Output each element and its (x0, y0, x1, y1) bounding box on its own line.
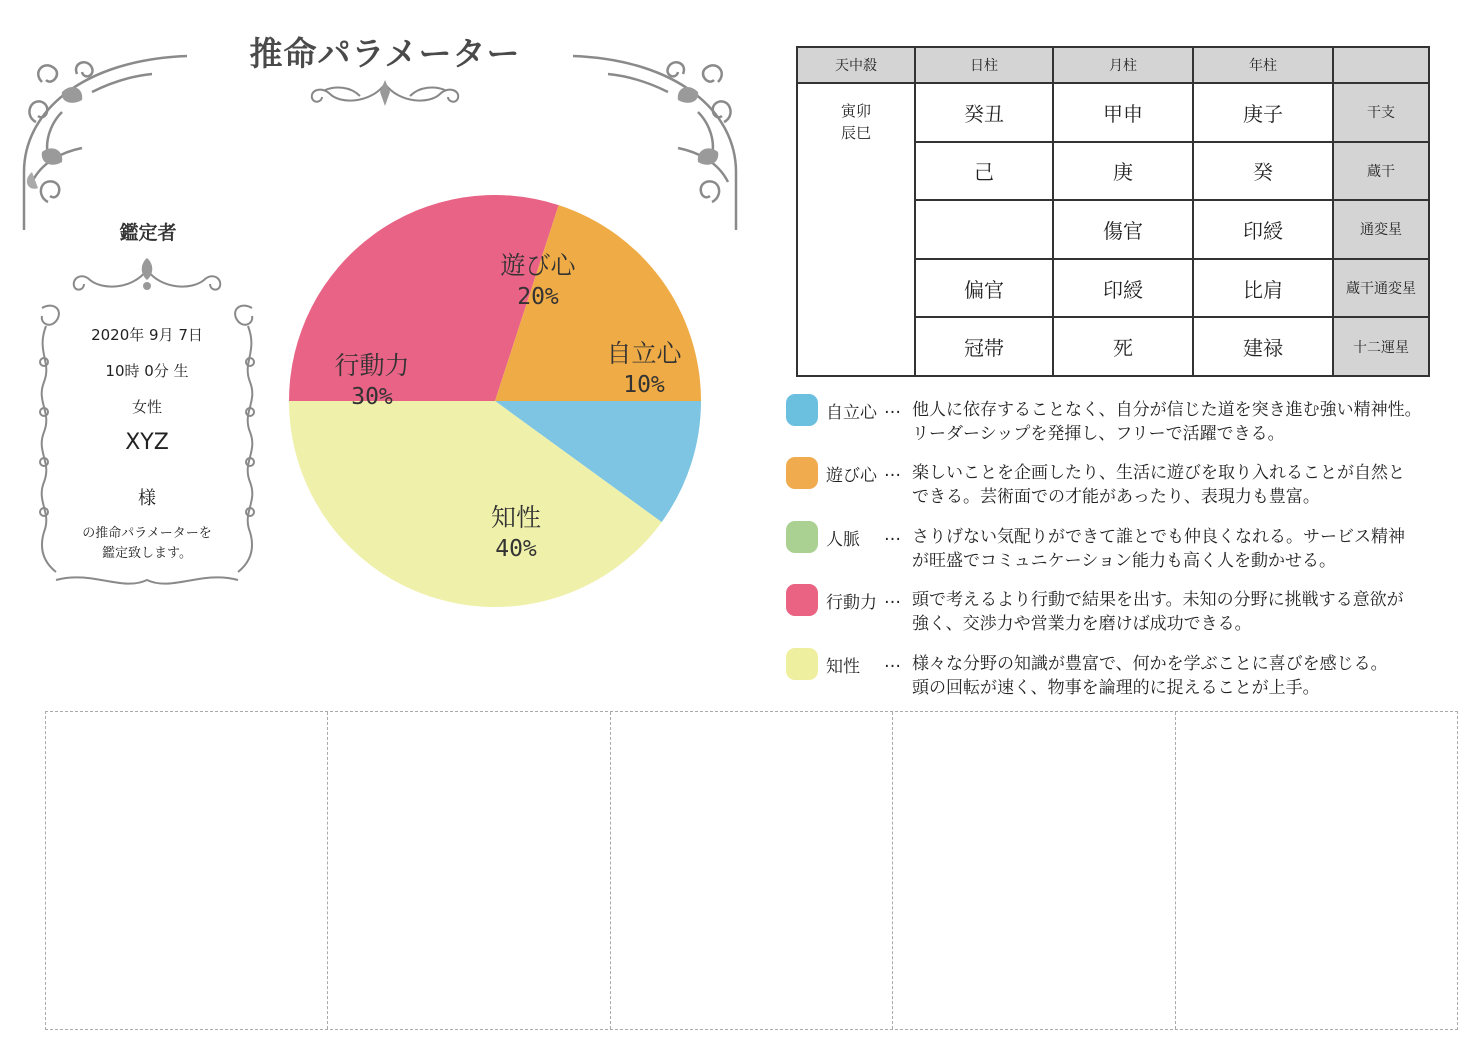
table-cell: 庚子 (1193, 83, 1333, 142)
table-cell: 冠帯 (915, 317, 1053, 376)
appraisal-note (62, 524, 232, 564)
row-label: 十二運星 (1333, 317, 1429, 376)
note-boxes (45, 711, 1458, 1030)
legend-description-line1: 楽しいことを企画したり、生活に遊びを取り入れることが自然と (912, 463, 1405, 483)
table-cell (915, 200, 1053, 259)
pie-slice-label: 遊び心 (500, 251, 576, 280)
header-tenchusatsu: 天中殺 (797, 47, 915, 83)
header-day-pillar: 日柱 (915, 47, 1053, 83)
pie-slice-percent: 30% (351, 384, 393, 410)
legend-dots: … (884, 525, 901, 545)
header-blank (1333, 47, 1429, 83)
table-cell: 印綬 (1053, 259, 1193, 318)
legend-description (912, 588, 1452, 636)
title-ornament (300, 76, 470, 110)
legend-description-line2: が旺盛でコミュニケーション能力も高く人を動かせる。 (912, 551, 1336, 571)
legend-description-line2: リーダーシップを発揮し、フリーで活躍できる。 (912, 424, 1285, 444)
legend-description-line1: 頭で考えるより行動で結果を出す。未知の分野に挑戦する意欲が (912, 590, 1404, 610)
legend-label: 遊び心 (826, 466, 877, 486)
legend-description-line2: 強く、交渉力や営業力を磨けば成功できる。 (912, 614, 1252, 634)
legend-dots: … (884, 652, 901, 672)
table-cell: 死 (1053, 317, 1193, 376)
legend-swatch (786, 584, 818, 616)
table-cell: 比肩 (1193, 259, 1333, 318)
pie-slice-label: 知性 (490, 503, 542, 532)
table-cell: 傷官 (1053, 200, 1193, 259)
honorific: 様 (138, 488, 156, 509)
gender: 女性 (131, 398, 162, 416)
legend-dots: … (884, 398, 901, 418)
client-name: XYZ (125, 430, 169, 455)
pie-slice-percent: 20% (517, 284, 559, 310)
legend-label: 人脈 (826, 530, 860, 550)
legend-swatch (786, 394, 818, 426)
header-month-pillar: 月柱 (1053, 47, 1193, 83)
legend-description-line1: 様々な分野の知識が豊富で、何かを学ぶことに喜びを感じる。 (912, 654, 1388, 674)
legend-dots: … (884, 588, 901, 608)
legend-dots: … (884, 461, 901, 481)
legend-description (912, 652, 1452, 700)
header-year-pillar: 年柱 (1193, 47, 1333, 83)
row-label: 蔵干通変星 (1333, 259, 1429, 318)
appraiser-label: 鑑定者 (119, 222, 177, 244)
legend-description-line2: 頭の回転が速く、物事を論理的に捉えることが上手。 (912, 678, 1320, 698)
row-label: 通変星 (1333, 200, 1429, 259)
note-box (46, 712, 328, 1029)
tenchusatsu-line2: 辰巳 (840, 124, 871, 142)
note-box (611, 712, 893, 1029)
legend-description (912, 461, 1452, 509)
birth-date: 2020年 9月 7日 (91, 326, 203, 344)
tenchusatsu-cell (797, 83, 915, 376)
legend-swatch (786, 457, 818, 489)
table-cell: 癸丑 (915, 83, 1053, 142)
pie-slice-percent: 40% (495, 536, 537, 562)
page-title: 推命パラメーター (249, 34, 521, 73)
note-box (893, 712, 1175, 1029)
table-cell: 庚 (1053, 142, 1193, 201)
pie-chart (280, 186, 710, 620)
legend-description-line1: さりげない気配りができて誰とでも仲良くなれる。サービス精神 (912, 527, 1405, 547)
appraisal-note-line2: 鑑定致します。 (102, 546, 192, 561)
note-box (1176, 712, 1457, 1029)
row-label: 蔵干 (1333, 142, 1429, 201)
row-label: 干支 (1333, 83, 1429, 142)
table-cell: 印綬 (1193, 200, 1333, 259)
table-cell: 己 (915, 142, 1053, 201)
legend-description (912, 525, 1452, 573)
legend-label: 知性 (826, 657, 860, 677)
legend-swatch (786, 648, 818, 680)
legend-label: 行動力 (826, 593, 877, 613)
legend-description (912, 398, 1452, 446)
meishiki-table (796, 46, 1430, 377)
table-cell: 甲申 (1053, 83, 1193, 142)
table-cell: 癸 (1193, 142, 1333, 201)
pie-slice-percent: 10% (623, 372, 665, 398)
pie-slice-label: 自立心 (606, 339, 682, 368)
table-cell: 偏官 (915, 259, 1053, 318)
legend-description-line1: 他人に依存することなく、自分が信じた道を突き進む強い精神性。 (912, 400, 1422, 420)
birth-time: 10時 0分 生 (105, 362, 189, 380)
pie-slice-label: 行動力 (334, 351, 410, 380)
table-cell: 建禄 (1193, 317, 1333, 376)
tenchusatsu-line1: 寅卯 (840, 102, 871, 120)
card-top-ornament (68, 256, 226, 298)
legend-label: 自立心 (826, 403, 877, 423)
legend-description-line2: できる。芸術面での才能があったり、表現力も豊富。 (912, 487, 1320, 507)
note-box (328, 712, 610, 1029)
appraisal-note-line1: の推命パラメーターを (82, 526, 212, 541)
corner-ornament-left (22, 52, 192, 232)
legend-swatch (786, 521, 818, 553)
